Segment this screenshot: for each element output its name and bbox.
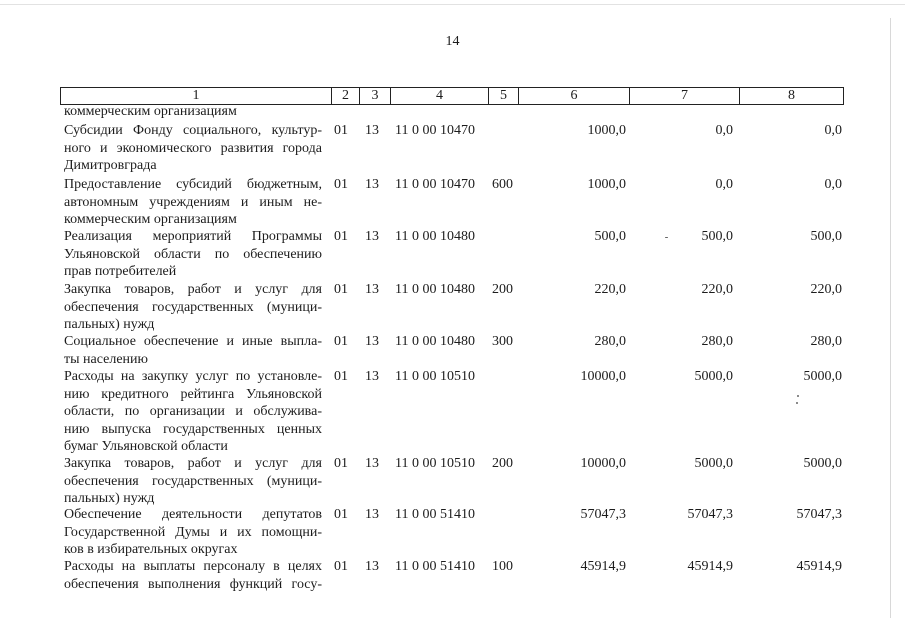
section-code: 01 [334, 177, 348, 192]
amount-col-8: 57047,3 [796, 507, 842, 522]
scan-speck [665, 237, 668, 238]
section-code: 01 [334, 123, 348, 138]
target-article-code: 11 0 00 10510 [395, 456, 475, 471]
amount-col-7: 220,0 [701, 282, 733, 297]
description-line: ты населению [64, 351, 148, 367]
amount-col-8: 5000,0 [803, 456, 842, 471]
row-description [64, 176, 322, 229]
description-line: обеспечения выполнения функций госу- [64, 576, 322, 592]
subsection-code: 13 [365, 177, 379, 192]
amount-col-6: 220,0 [594, 282, 626, 297]
header-col-1: 1 [61, 88, 332, 104]
amount-col-6: 500,0 [594, 229, 626, 244]
subsection-code: 13 [365, 229, 379, 244]
subsection-code: 13 [365, 369, 379, 384]
section-code: 01 [334, 369, 348, 384]
description-line: Обеспечение деятельности депутатов [64, 507, 322, 522]
target-article-code: 11 0 00 10470 [395, 177, 475, 192]
target-article-code: 11 0 00 10480 [395, 334, 475, 349]
section-code: 01 [334, 456, 348, 471]
amount-col-6: 45914,9 [580, 559, 626, 574]
expense-type-code: 200 [492, 456, 513, 471]
amount-col-7: 5000,0 [694, 456, 733, 471]
description-line: бумаг Ульяновской области [64, 439, 228, 455]
description-line: пальных) нужд [64, 317, 155, 333]
amount-col-8: 0,0 [824, 123, 842, 138]
amount-col-7: 0,0 [715, 123, 733, 138]
expense-type-code: 200 [492, 282, 513, 297]
description-line: ков в избирательных округах [64, 542, 238, 558]
description-line: ного и экономического развития города [64, 140, 322, 156]
amount-col-6: 1000,0 [587, 123, 626, 138]
header-col-2: 2 [332, 88, 360, 104]
amount-col-8: 5000,0 [803, 369, 842, 384]
description-line: Расходы на закупку услуг по установле- [64, 369, 322, 384]
amount-col-6: 57047,3 [580, 507, 626, 522]
description-line: Реализация мероприятий Программы [64, 229, 322, 244]
target-article-code: 11 0 00 10470 [395, 123, 475, 138]
description-line: Субсидии Фонду социального, культур- [64, 123, 322, 138]
amount-col-7: 280,0 [701, 334, 733, 349]
subsection-code: 13 [365, 559, 379, 574]
target-article-code: 11 0 00 10510 [395, 369, 475, 384]
header-col-4: 4 [391, 88, 489, 104]
page-number: 14 [445, 34, 460, 49]
amount-col-8: 0,0 [824, 177, 842, 192]
row-description [64, 281, 322, 334]
target-article-code: 11 0 00 51410 [395, 507, 475, 522]
amount-col-6: 280,0 [594, 334, 626, 349]
table-header [60, 87, 844, 105]
header-col-6: 6 [519, 88, 630, 104]
amount-col-7: 500,0 [701, 229, 733, 244]
header-col-7: 7 [630, 88, 740, 104]
description-line: автономным учреждениям и иным не- [64, 194, 322, 210]
header-col-5: 5 [489, 88, 519, 104]
expense-type-code: 600 [492, 177, 513, 192]
subsection-code: 13 [365, 123, 379, 138]
subsection-code: 13 [365, 507, 379, 522]
amount-col-8: 220,0 [810, 282, 842, 297]
target-article-code: 11 0 00 10480 [395, 282, 475, 297]
description-line: Государственной Думы и их помощни- [64, 524, 322, 540]
row-description [64, 506, 322, 559]
description-line: обеспечения государственных (муници- [64, 299, 322, 315]
description-line: Предоставление субсидий бюджетным, [64, 177, 322, 192]
row-description [64, 122, 322, 175]
continuation-text: коммерческим организациям [64, 104, 237, 119]
header-col-3: 3 [360, 88, 391, 104]
description-line: пальных) нужд [64, 491, 155, 507]
header-col-8: 8 [788, 88, 795, 103]
amount-col-8: 45914,9 [796, 559, 842, 574]
description-line: Димитровграда [64, 158, 157, 174]
scan-speck [796, 402, 798, 404]
subsection-code: 13 [365, 456, 379, 471]
target-article-code: 11 0 00 10480 [395, 229, 475, 244]
description-line: Социальное обеспечение и иные выпла- [64, 334, 322, 349]
scan-speck [797, 395, 799, 397]
description-line: Ульяновской области по обеспечению [64, 246, 322, 262]
subsection-code: 13 [365, 282, 379, 297]
scan-top-edge [0, 4, 905, 5]
section-code: 01 [334, 507, 348, 522]
description-line: нию выпуска государственных ценных [64, 421, 322, 437]
amount-col-7: 57047,3 [687, 507, 733, 522]
description-line: прав потребителей [64, 264, 177, 280]
description-line: области, по организации и обслужива- [64, 404, 322, 420]
subsection-code: 13 [365, 334, 379, 349]
row-description [64, 228, 322, 281]
amount-col-7: 0,0 [715, 177, 733, 192]
amount-col-8: 500,0 [810, 229, 842, 244]
amount-col-7: 5000,0 [694, 369, 733, 384]
description-line: нию кредитного рейтинга Ульяновской [64, 386, 322, 402]
amount-col-6: 10000,0 [580, 369, 626, 384]
scan-right-edge [890, 18, 891, 618]
amount-col-6: 10000,0 [580, 456, 626, 471]
section-code: 01 [334, 229, 348, 244]
row-description [64, 455, 322, 508]
target-article-code: 11 0 00 51410 [395, 559, 475, 574]
description-line: Закупка товаров, работ и услуг для [64, 456, 322, 471]
section-code: 01 [334, 282, 348, 297]
row-description [64, 333, 322, 368]
description-line: Закупка товаров, работ и услуг для [64, 282, 322, 297]
amount-col-7: 45914,9 [687, 559, 733, 574]
section-code: 01 [334, 559, 348, 574]
expense-type-code: 300 [492, 334, 513, 349]
description-line: Расходы на выплаты персоналу в целях [64, 559, 322, 574]
expense-type-code: 100 [492, 559, 513, 574]
amount-col-6: 1000,0 [587, 177, 626, 192]
amount-col-8: 280,0 [810, 334, 842, 349]
row-description [64, 368, 322, 456]
description-line: обеспечения государственных (муници- [64, 473, 322, 489]
description-line: коммерческим организациям [64, 212, 237, 228]
row-description [64, 558, 322, 593]
section-code: 01 [334, 334, 348, 349]
